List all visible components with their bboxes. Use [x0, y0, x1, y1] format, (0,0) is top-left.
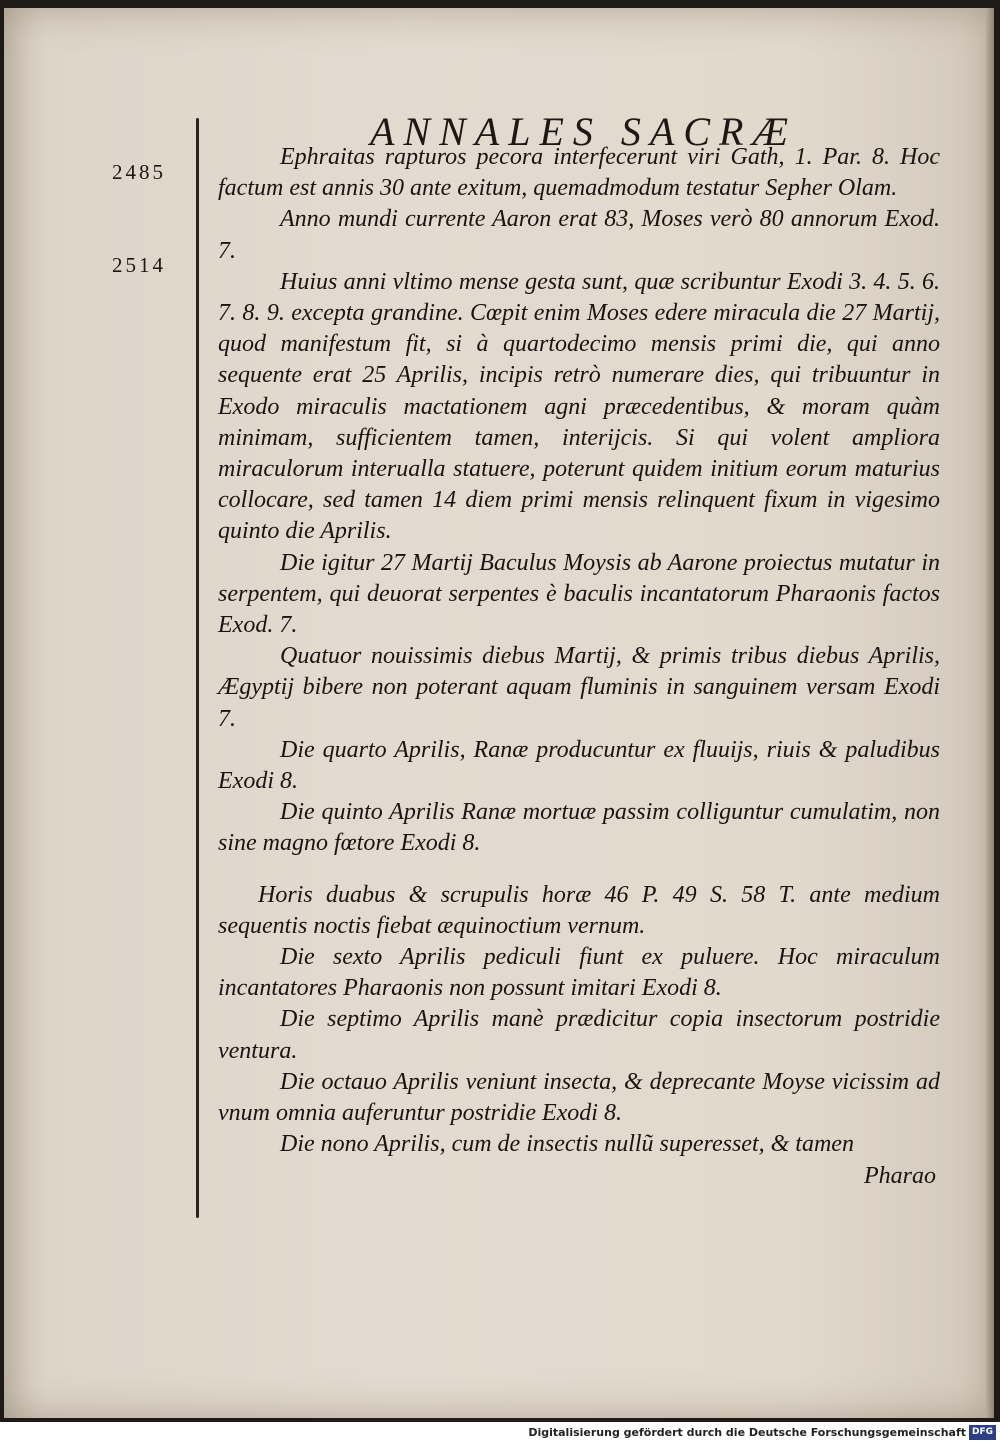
catchword: Pharao: [864, 1162, 936, 1189]
paragraph: Die quinto Aprilis Ranæ mortuæ passim colliguntur cumulatim, non sine magno fœtore Exodi 8.: [218, 799, 940, 857]
margin-year-2514: 2514: [112, 253, 166, 277]
margin-rule: [196, 118, 199, 1218]
body-text: [218, 142, 940, 1192]
dfg-credit: Digitalisierung gefördert durch die Deutsche Forschungsgemeinschaft: [528, 1426, 966, 1439]
paragraph: Ephraitas rapturos pecora interfecerunt viri Gath, 1. Par. 8. Hoc factum est annis 30 ante exitum, quemadmodum testatur Sepher Olam.: [218, 144, 940, 202]
paragraph: Die nono Aprilis, cum de insectis nullũ superesset, & tamen: [280, 1131, 854, 1158]
paragraph: Die octauo Aprilis veniunt insecta, & deprecante Moyse vicissim ad vnum omnia auferuntur postridie Exodi 8.: [218, 1068, 940, 1127]
paragraph: Horis duabus & scrupulis horæ 46 P. 49 S. 58 T. ante medium sequentis noctis fiebat æquinoctium vernum.: [218, 881, 940, 939]
page-edge: [986, 8, 994, 1418]
paragraph: Huius anni vltimo mense gesta sunt, quæ scribuntur Exodi 3. 4. 5. 6. 7. 8. 9. excepta grandine. Cœpit enim Moses edere miracula die 27 Martij, quod manifestum fit, si à quartodecimo mensis primi die, qui anno sequente erat 25 Aprilis, incipis retrò numerare dies, qui tribuuntur in Exodo miraculis mactationem agni præcedentibus, & moram quàm minimam, sufficientem tamen, interijcis. Si qui volent ampliora miraculorum interualla statuere, poterunt quidem initium eorum maturius collocare, sed tamen 14 diem primi mensis relinquent fixum in vigesimo quinto die Aprilis.: [218, 268, 940, 545]
running-head: ANNALES SACRÆ: [370, 109, 798, 154]
paragraph: Die quarto Aprilis, Ranæ producuntur ex fluuijs, riuis & paludibus Exodi 8.: [218, 736, 940, 795]
paragraph: Die septimo Aprilis manè prædicitur copia insectorum postridie ventura.: [218, 1006, 940, 1064]
margin-year-2485: 2485: [112, 160, 166, 184]
paragraph: Die igitur 27 Martij Baculus Moysis ab Aarone proiectus mutatur in serpentem, qui deuorat serpentes è baculis incantatorum Pharaonis factos Exod. 7.: [218, 549, 940, 639]
paragraph: Anno mundi currente Aaron erat 83, Moses verò 80 annorum Exod. 7.: [218, 206, 940, 264]
paragraph: Die sexto Aprilis pediculi fiunt ex puluere. Hoc miraculum incantatores Pharaonis non possunt imitari Exodi 8.: [218, 944, 940, 1002]
paragraph: Quatuor nouissimis diebus Martij, & primis tribus diebus Aprilis, Ægyptij bibere non poterant aquam fluminis in sanguinem versam Exodi 7.: [218, 643, 940, 732]
dfg-logo-icon: DFG: [969, 1425, 996, 1440]
footer-bar: [0, 1422, 1000, 1444]
